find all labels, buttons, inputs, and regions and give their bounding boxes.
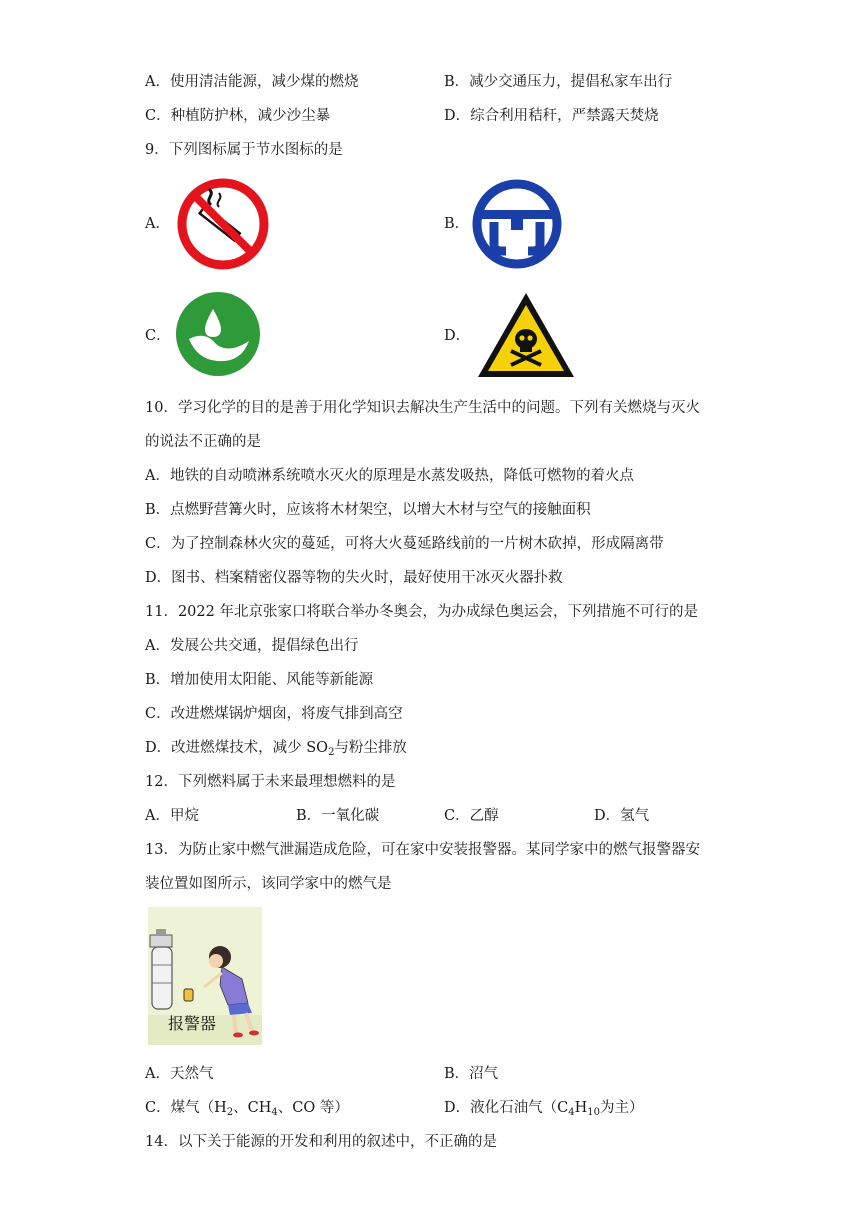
q10-option-d: D．图书、档案精密仪器等物的失火时，最好使用干冰灭火器扑救 bbox=[145, 570, 563, 586]
q13-option-a: A．天然气 bbox=[145, 1066, 214, 1082]
q10-stem-line1: 10．学习化学的目的是善于用化学知识去解决生产生活中的问题。下列有关燃烧与灭火 bbox=[145, 400, 700, 416]
q9-label-b: B． bbox=[444, 216, 470, 232]
gas-alarm-illustration bbox=[148, 907, 262, 1045]
q11-option-c: C．改进燃煤锅炉烟囱，将废气排到高空 bbox=[145, 706, 403, 722]
q9-stem: 9．下列图标属于节水图标的是 bbox=[145, 142, 343, 158]
q13-option-d: D．液化石油气（$C_4H_{10}$为主） bbox=[444, 1100, 644, 1118]
q13-stem-line1: 13．为防止家中燃气泄漏造成危险，可在家中安装报警器。某同学家中的燃气报警器安 bbox=[145, 842, 700, 858]
alarm-label: 报警器 bbox=[168, 1014, 217, 1033]
q13-option-b: B．沼气 bbox=[444, 1066, 499, 1082]
q11-option-a: A．发展公共交通，提倡绿色出行 bbox=[145, 638, 359, 654]
q10-stem-line2: 的说法不正确的是 bbox=[145, 434, 261, 450]
q9-label-c: C． bbox=[145, 328, 171, 344]
q12-option-d: D．氢气 bbox=[594, 808, 650, 824]
q12-option-b: B．一氧化碳 bbox=[296, 808, 380, 824]
q8-option-b: B．减少交通压力，提倡私家车出行 bbox=[444, 74, 673, 90]
q10-option-b: B．点燃野营篝火时，应该将木材架空，以增大木材与空气的接触面积 bbox=[145, 502, 591, 518]
q12-option-c: C．乙醇 bbox=[444, 808, 499, 824]
toxic-warning-icon bbox=[474, 289, 578, 381]
q12-stem: 12．下列燃料属于未来最理想燃料的是 bbox=[145, 774, 396, 790]
q14-stem: 14．以下关于能源的开发和利用的叙述中，不正确的是 bbox=[145, 1134, 497, 1150]
q13-stem-line2: 装位置如图所示，该同学家中的燃气是 bbox=[145, 876, 392, 892]
q11-option-b: B．增加使用太阳能、风能等新能源 bbox=[145, 672, 374, 688]
q10-option-a: A．地铁的自动喷淋系统喷水灭火的原理是水蒸发吸热，降低可燃物的着火点 bbox=[145, 468, 634, 484]
q12-option-a: A．甲烷 bbox=[145, 808, 199, 824]
q11-option-d: D．改进燃煤技术，减少 $SO_2$与粉尘排放 bbox=[145, 740, 407, 758]
q11-stem: 11．2022 年北京张家口将联合举办冬奥会，为办成绿色奥运会，下列措施不可行的是 bbox=[145, 604, 698, 620]
q8-option-d: D．综合利用秸秆，严禁露天焚烧 bbox=[444, 108, 659, 124]
q8-option-c: C．种植防护林，减少沙尘暴 bbox=[145, 108, 331, 124]
q9-label-d: D． bbox=[444, 328, 471, 344]
q8-option-a: A．使用清洁能源，减少煤的燃烧 bbox=[145, 74, 359, 90]
no-smoking-icon bbox=[176, 177, 270, 271]
traffic-sign-icon bbox=[470, 177, 564, 271]
q10-option-c: C．为了控制森林火灾的蔓延，可将大火蔓延路线前的一片树木砍掉，形成隔离带 bbox=[145, 536, 664, 552]
q13-option-c: C．煤气（$H_2$、$CH_4$、CO 等） bbox=[145, 1100, 349, 1118]
q9-label-a: A． bbox=[145, 216, 170, 232]
water-saving-icon bbox=[175, 291, 261, 377]
